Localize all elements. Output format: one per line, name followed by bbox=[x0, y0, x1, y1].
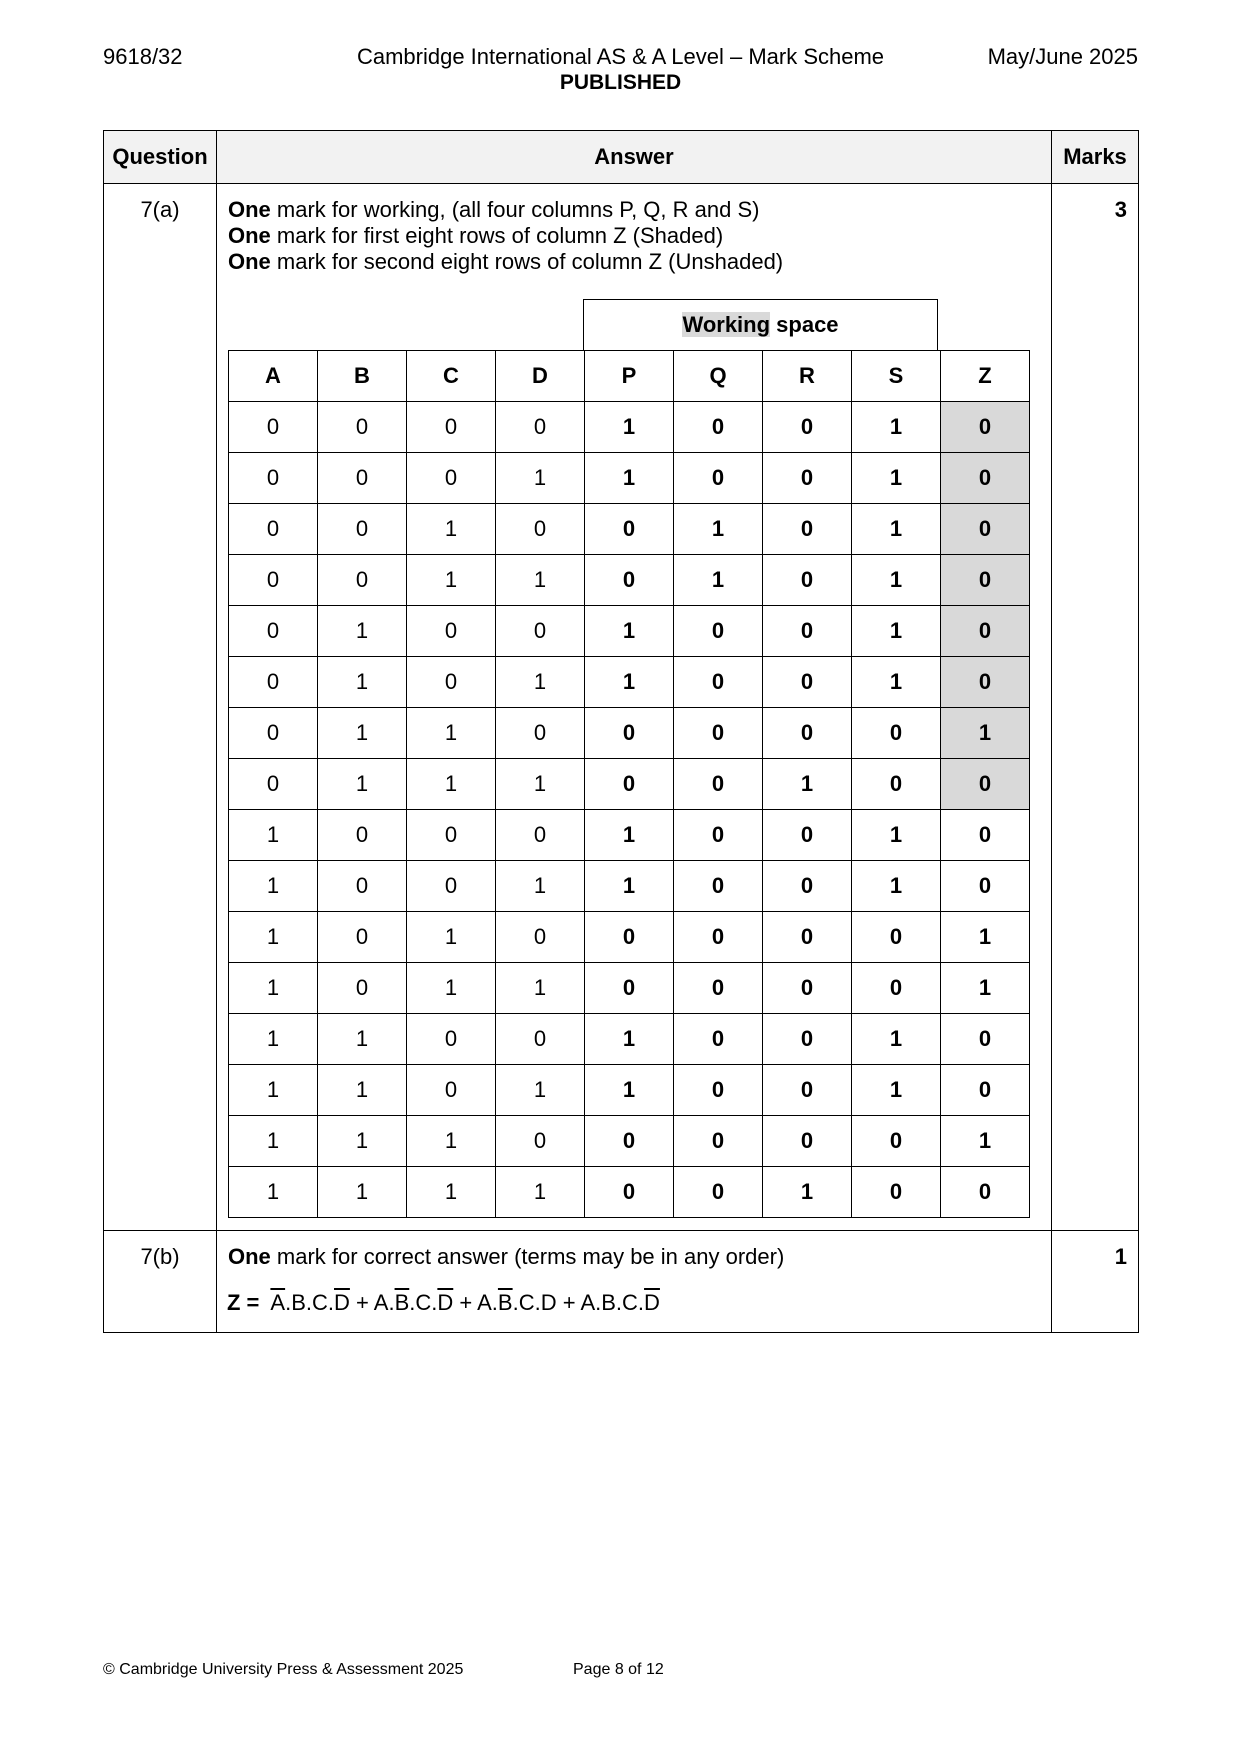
mark-scheme-table bbox=[103, 130, 1139, 1333]
cell-z: 0 bbox=[941, 606, 1030, 657]
cell-s: 1 bbox=[852, 606, 941, 657]
cell-s: 0 bbox=[852, 912, 941, 963]
cell-p: 1 bbox=[585, 1065, 674, 1116]
cell-s: 1 bbox=[852, 453, 941, 504]
cell-p: 1 bbox=[585, 1014, 674, 1065]
cell-p: 0 bbox=[585, 504, 674, 555]
cell-c: 0 bbox=[407, 1065, 496, 1116]
cell-d: 1 bbox=[496, 759, 585, 810]
cell-z: 0 bbox=[941, 504, 1030, 555]
cell-z: 1 bbox=[941, 708, 1030, 759]
paper-code: 9618/32 bbox=[103, 44, 183, 69]
boolean-expression: $Z = \overline{A}.B.C.\overline{D} + A.\overline{B}.C.\overline{D} + A.\overline{B}.C.D + A.B.C.\overline{D}$ bbox=[227, 1290, 660, 1315]
table-row bbox=[229, 708, 1030, 759]
cell-p: 0 bbox=[585, 963, 674, 1014]
column-header-c: C bbox=[407, 351, 496, 402]
cell-p: 1 bbox=[585, 657, 674, 708]
cell-r: 0 bbox=[763, 555, 852, 606]
cell-r: 0 bbox=[763, 963, 852, 1014]
cell-p: 1 bbox=[585, 861, 674, 912]
cell-s: 0 bbox=[852, 1167, 941, 1218]
cell-c: 1 bbox=[407, 1167, 496, 1218]
table-row bbox=[229, 606, 1030, 657]
page-number: Page 8 of 12 bbox=[573, 1661, 664, 1678]
cell-z: 0 bbox=[941, 759, 1030, 810]
cell-z: 0 bbox=[941, 402, 1030, 453]
cell-a: 0 bbox=[229, 504, 318, 555]
column-header-d: D bbox=[496, 351, 585, 402]
answer-column-header: Answer bbox=[217, 131, 1052, 184]
cell-c: 0 bbox=[407, 810, 496, 861]
table-row bbox=[229, 402, 1030, 453]
published-label: PUBLISHED bbox=[559, 71, 682, 94]
cell-a: 1 bbox=[229, 963, 318, 1014]
cell-a: 1 bbox=[229, 1116, 318, 1167]
cell-s: 1 bbox=[852, 810, 941, 861]
cell-d: 0 bbox=[496, 810, 585, 861]
cell-z: 0 bbox=[941, 1167, 1030, 1218]
table-header-row bbox=[104, 131, 1139, 184]
cell-d: 0 bbox=[496, 1116, 585, 1167]
cell-z: 0 bbox=[941, 657, 1030, 708]
column-header-z: Z bbox=[941, 351, 1030, 402]
cell-z: 1 bbox=[941, 912, 1030, 963]
cell-p: 0 bbox=[585, 1167, 674, 1218]
cell-r: 0 bbox=[763, 453, 852, 504]
cell-a: 1 bbox=[229, 912, 318, 963]
cell-c: 1 bbox=[407, 963, 496, 1014]
cell-b: 0 bbox=[318, 504, 407, 555]
cell-d: 0 bbox=[496, 912, 585, 963]
cell-d: 1 bbox=[496, 963, 585, 1014]
question-7b-row bbox=[104, 1231, 1139, 1333]
cell-d: 0 bbox=[496, 708, 585, 759]
cell-b: 1 bbox=[318, 759, 407, 810]
cell-q: 0 bbox=[674, 453, 763, 504]
cell-q: 1 bbox=[674, 555, 763, 606]
z-label: Z = bbox=[227, 1290, 260, 1315]
table-row bbox=[229, 1065, 1030, 1116]
answer-cell bbox=[217, 1231, 1052, 1333]
cell-s: 0 bbox=[852, 708, 941, 759]
cell-c: 0 bbox=[407, 606, 496, 657]
cell-a: 1 bbox=[229, 810, 318, 861]
cell-a: 1 bbox=[229, 1065, 318, 1116]
cell-p: 0 bbox=[585, 708, 674, 759]
copyright-notice: © Cambridge University Press & Assessment 2025 bbox=[103, 1661, 464, 1678]
cell-a: 0 bbox=[229, 657, 318, 708]
cell-p: 0 bbox=[585, 1116, 674, 1167]
cell-b: 0 bbox=[318, 453, 407, 504]
table-row bbox=[229, 861, 1030, 912]
table-row bbox=[229, 912, 1030, 963]
cell-q: 0 bbox=[674, 810, 763, 861]
cell-p: 1 bbox=[585, 606, 674, 657]
cell-p: 0 bbox=[585, 912, 674, 963]
question-number: 7(a) bbox=[104, 184, 217, 1231]
cell-r: 0 bbox=[763, 606, 852, 657]
cell-q: 0 bbox=[674, 657, 763, 708]
cell-z: 0 bbox=[941, 1014, 1030, 1065]
cell-p: 0 bbox=[585, 555, 674, 606]
cell-d: 0 bbox=[496, 402, 585, 453]
cell-p: 1 bbox=[585, 810, 674, 861]
cell-r: 0 bbox=[763, 1014, 852, 1065]
table-row bbox=[229, 555, 1030, 606]
cell-c: 1 bbox=[407, 555, 496, 606]
cell-q: 0 bbox=[674, 1116, 763, 1167]
cell-q: 0 bbox=[674, 1014, 763, 1065]
cell-c: 0 bbox=[407, 453, 496, 504]
cell-c: 1 bbox=[407, 504, 496, 555]
cell-s: 1 bbox=[852, 555, 941, 606]
cell-d: 1 bbox=[496, 555, 585, 606]
cell-c: 1 bbox=[407, 912, 496, 963]
cell-c: 1 bbox=[407, 1116, 496, 1167]
cell-z: 0 bbox=[941, 1065, 1030, 1116]
question-7a-row bbox=[104, 184, 1139, 1231]
cell-b: 0 bbox=[318, 810, 407, 861]
truth-table bbox=[228, 350, 1030, 1218]
table-row bbox=[229, 1116, 1030, 1167]
cell-b: 0 bbox=[318, 555, 407, 606]
cell-d: 0 bbox=[496, 1014, 585, 1065]
column-header-p: P bbox=[585, 351, 674, 402]
cell-r: 0 bbox=[763, 657, 852, 708]
column-header-q: Q bbox=[674, 351, 763, 402]
cell-q: 0 bbox=[674, 963, 763, 1014]
column-header-s: S bbox=[852, 351, 941, 402]
instruction-line: One mark for second eight rows of column Z (Unshaded) bbox=[228, 249, 784, 274]
truth-table-header-row bbox=[229, 351, 1030, 402]
marking-instructions bbox=[217, 184, 1051, 275]
table-row bbox=[229, 504, 1030, 555]
table-row bbox=[229, 657, 1030, 708]
cell-a: 0 bbox=[229, 453, 318, 504]
working-space-label: Working space bbox=[583, 299, 938, 350]
cell-r: 1 bbox=[763, 1167, 852, 1218]
cell-d: 0 bbox=[496, 606, 585, 657]
cell-b: 1 bbox=[318, 657, 407, 708]
cell-z: 1 bbox=[941, 1116, 1030, 1167]
cell-r: 0 bbox=[763, 1065, 852, 1116]
cell-d: 1 bbox=[496, 657, 585, 708]
table-row bbox=[229, 1167, 1030, 1218]
cell-q: 1 bbox=[674, 504, 763, 555]
instruction-line: One mark for first eight rows of column Z (Shaded) bbox=[228, 223, 724, 248]
cell-r: 0 bbox=[763, 504, 852, 555]
cell-r: 0 bbox=[763, 402, 852, 453]
cell-c: 0 bbox=[407, 1014, 496, 1065]
cell-q: 0 bbox=[674, 1065, 763, 1116]
column-header-a: A bbox=[229, 351, 318, 402]
cell-b: 1 bbox=[318, 1167, 407, 1218]
marks-value: 3 bbox=[1052, 184, 1139, 1231]
cell-c: 0 bbox=[407, 657, 496, 708]
cell-a: 1 bbox=[229, 861, 318, 912]
cell-s: 1 bbox=[852, 1065, 941, 1116]
cell-s: 1 bbox=[852, 861, 941, 912]
cell-b: 1 bbox=[318, 1065, 407, 1116]
cell-a: 0 bbox=[229, 555, 318, 606]
cell-b: 1 bbox=[318, 606, 407, 657]
cell-q: 0 bbox=[674, 606, 763, 657]
cell-q: 0 bbox=[674, 861, 763, 912]
cell-q: 0 bbox=[674, 402, 763, 453]
cell-z: 0 bbox=[941, 555, 1030, 606]
cell-p: 0 bbox=[585, 759, 674, 810]
cell-z: 0 bbox=[941, 810, 1030, 861]
cell-a: 0 bbox=[229, 606, 318, 657]
cell-s: 0 bbox=[852, 963, 941, 1014]
cell-b: 1 bbox=[318, 1116, 407, 1167]
cell-p: 1 bbox=[585, 453, 674, 504]
cell-a: 0 bbox=[229, 759, 318, 810]
answer-cell bbox=[217, 184, 1052, 1231]
cell-z: 0 bbox=[941, 453, 1030, 504]
cell-c: 0 bbox=[407, 402, 496, 453]
table-row bbox=[229, 963, 1030, 1014]
cell-b: 0 bbox=[318, 912, 407, 963]
column-header-b: B bbox=[318, 351, 407, 402]
cell-r: 0 bbox=[763, 708, 852, 759]
cell-r: 0 bbox=[763, 810, 852, 861]
cell-c: 1 bbox=[407, 759, 496, 810]
cell-a: 0 bbox=[229, 402, 318, 453]
marks-value: 1 bbox=[1052, 1231, 1139, 1333]
cell-q: 0 bbox=[674, 1167, 763, 1218]
table-row bbox=[229, 810, 1030, 861]
cell-d: 1 bbox=[496, 1065, 585, 1116]
cell-b: 0 bbox=[318, 963, 407, 1014]
cell-d: 1 bbox=[496, 453, 585, 504]
cell-s: 0 bbox=[852, 759, 941, 810]
instruction-line: One mark for working, (all four columns P, Q, R and S) bbox=[228, 197, 760, 222]
instruction-line: One mark for correct answer (terms may be in any order) bbox=[228, 1244, 785, 1269]
cell-a: 1 bbox=[229, 1014, 318, 1065]
document-title: Cambridge International AS & A Level – Mark Scheme bbox=[356, 44, 885, 69]
cell-q: 0 bbox=[674, 912, 763, 963]
cell-c: 1 bbox=[407, 708, 496, 759]
cell-d: 1 bbox=[496, 861, 585, 912]
cell-s: 1 bbox=[852, 657, 941, 708]
cell-d: 1 bbox=[496, 1167, 585, 1218]
cell-r: 0 bbox=[763, 861, 852, 912]
question-number: 7(b) bbox=[104, 1231, 217, 1333]
cell-r: 1 bbox=[763, 759, 852, 810]
question-column-header: Question bbox=[104, 131, 217, 184]
cell-p: 1 bbox=[585, 402, 674, 453]
cell-c: 0 bbox=[407, 861, 496, 912]
cell-a: 1 bbox=[229, 1167, 318, 1218]
table-row bbox=[229, 759, 1030, 810]
cell-a: 0 bbox=[229, 708, 318, 759]
marks-column-header: Marks bbox=[1052, 131, 1139, 184]
cell-z: 1 bbox=[941, 963, 1030, 1014]
cell-s: 1 bbox=[852, 402, 941, 453]
cell-d: 0 bbox=[496, 504, 585, 555]
cell-s: 1 bbox=[852, 1014, 941, 1065]
table-row bbox=[229, 1014, 1030, 1065]
cell-r: 0 bbox=[763, 912, 852, 963]
cell-b: 0 bbox=[318, 861, 407, 912]
cell-q: 0 bbox=[674, 759, 763, 810]
column-header-r: R bbox=[763, 351, 852, 402]
cell-b: 1 bbox=[318, 708, 407, 759]
cell-b: 0 bbox=[318, 402, 407, 453]
cell-r: 0 bbox=[763, 1116, 852, 1167]
cell-b: 1 bbox=[318, 1014, 407, 1065]
table-row bbox=[229, 453, 1030, 504]
exam-session: May/June 2025 bbox=[987, 44, 1138, 69]
truth-table-area bbox=[228, 299, 1051, 1218]
cell-s: 1 bbox=[852, 504, 941, 555]
cell-z: 0 bbox=[941, 861, 1030, 912]
cell-s: 0 bbox=[852, 1116, 941, 1167]
cell-q: 0 bbox=[674, 708, 763, 759]
